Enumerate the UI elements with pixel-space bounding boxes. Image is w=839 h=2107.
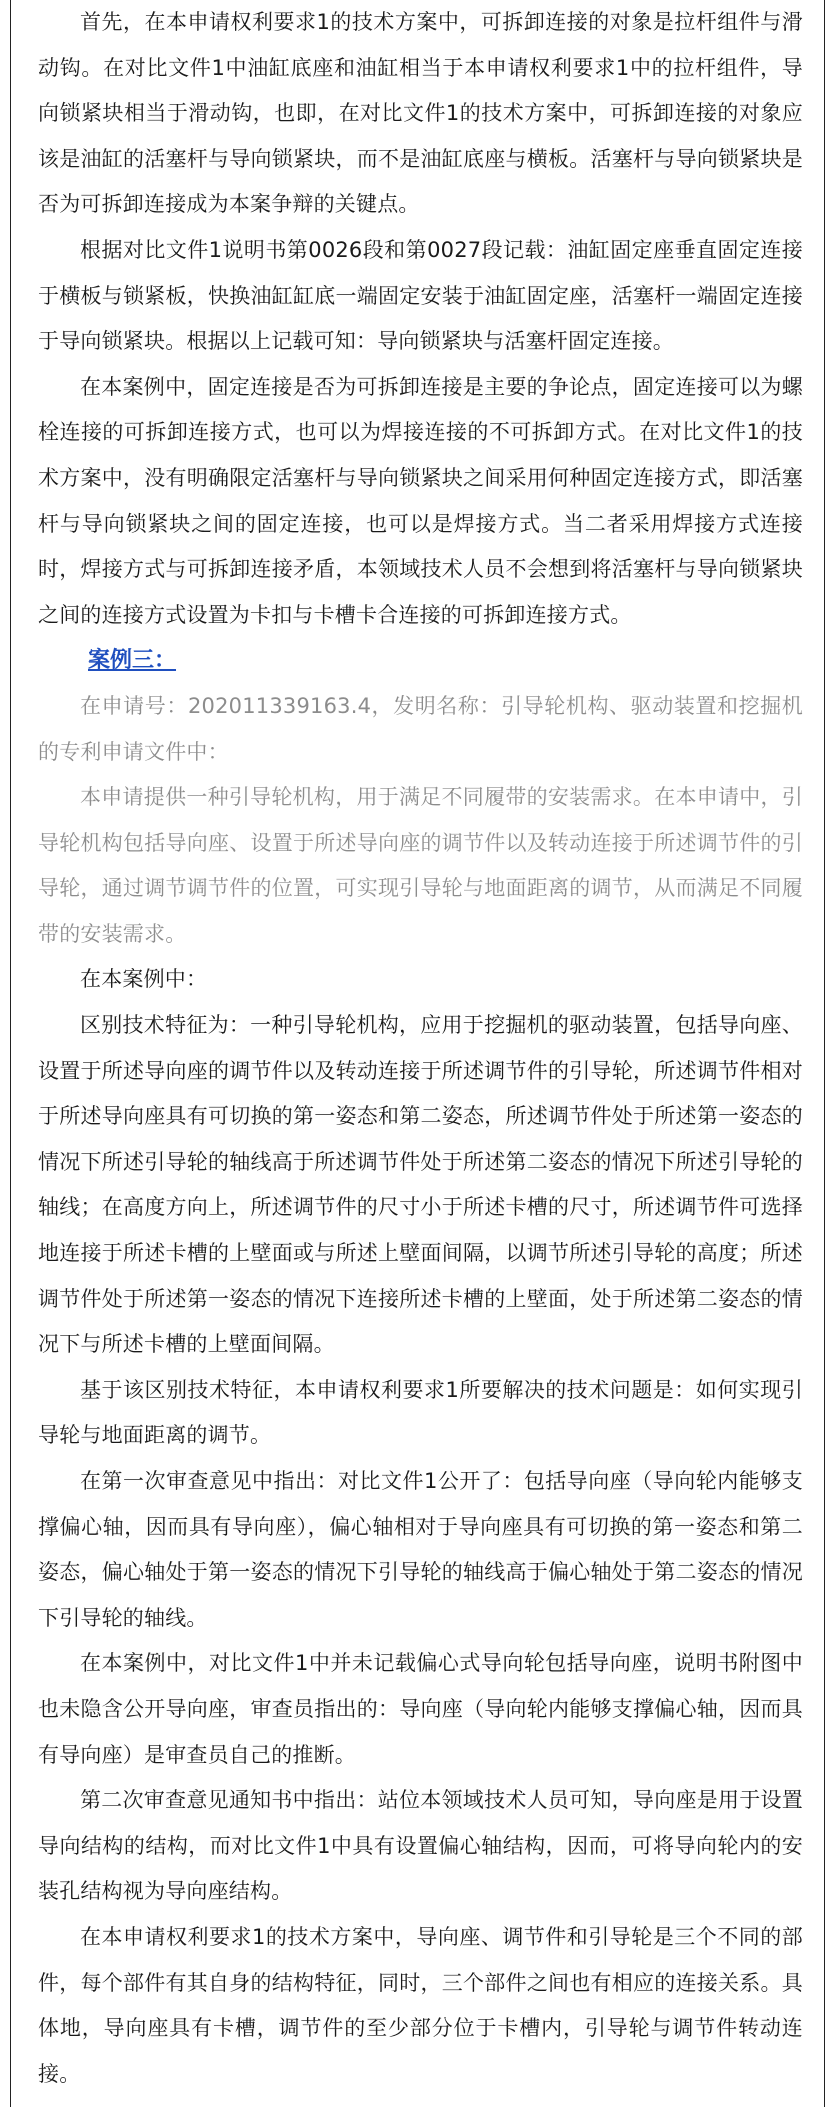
paragraph-spec-record: 根据对比文件1说明书第0026段和第0027段记载：油缸固定座垂直固定连接于横板与锁紧板，快换油缸缸底一端固定安装于油缸固定座，活塞杆一端固定连接于导向锁紧块。根据以上记载可知：导向锁紧块与活塞杆固定连接。 — [38, 237, 803, 354]
case-summary: 本申请提供一种引导轮机构，用于满足不同履带的安装需求。在本申请中，引导轮机构包括导向座、设置于所述导向座的调节件以及转动连接于所述调节件的引导轮，通过调节调节件的位置，可实现引导轮与地面距离的调节，从而满足不同履带的安装需求。 — [38, 785, 803, 946]
paragraph-fixed-connection-dispute: 在本案例中，固定连接是否为可拆卸连接是主要的争论点，固定连接可以为螺栓连接的可拆卸连接方式，也可以为焊接连接的不可拆卸方式。在对比文件1的技术方案中，没有明确限定活塞杆与导向锁紧块之间采用何种固定连接方式，即活塞杆与导向锁紧块之间的固定连接，也可以是焊接方式。当二者采用焊接方式连接时，焊接方式与可拆卸连接矛盾，本领域技术人员不会想到将活塞杆与导向锁紧块之间的连接方式设置为卡扣与卡槽卡合连接的可拆卸连接方式。 — [38, 374, 803, 627]
case-three-heading: 案例三： — [88, 648, 177, 674]
case-application-info: 在申请号：202011339163.4，发明名称：引导轮机构、驱动装置和挖掘机的专利申请文件中： — [38, 693, 803, 764]
paragraph-second-office-action: 第二次审查意见通知书中指出：站位本领域技术人员可知，导向座是用于设置导向结构的结构，而对比文件1中具有设置偏心轴结构，因而，可将导向轮内的安装孔结构视为导向座结构。 — [38, 1788, 803, 1904]
paragraph-detachable-objects: 首先，在本申请权利要求1的技术方案中，可拆卸连接的对象是拉杆组件与滑动钩。在对比文件1中油缸底座和油缸相当于本申请权利要求1中的拉杆组件，导向锁紧块相当于滑动钩，也即，在对比文件1的技术方案中，可拆卸连接的对象应该是油缸的活塞杆与导向锁紧块，而不是油缸底座与横板。活塞杆与导向锁紧块是否为可拆卸连接成为本案争辩的关键点。 — [38, 10, 803, 217]
paragraph-distinguishing-features: 区别技术特征为：一种引导轮机构，应用于挖掘机的驱动装置，包括导向座、设置于所述导向座的调节件以及转动连接于所述调节件的引导轮，所述调节件相对于所述导向座具有可切换的第一姿态和第二姿态，所述调节件处于所述第一姿态的情况下所述引导轮的轴线高于所述调节件处于所述第二姿态的情况下所述引导轮的轴线；在高度方向上，所述调节件的尺寸小于所述卡槽的尺寸，所述调节件可选择地连接于所述卡槽的上壁面或与所述上壁面间隔，以调节所述引导轮的高度；所述调节件处于所述第一姿态的情况下连接所述卡槽的上壁面，处于所述第二姿态的情况下与所述卡槽的上壁面间隔。 — [38, 1013, 803, 1357]
paragraph-claim-structure: 在本申请权利要求1的技术方案中，导向座、调节件和引导轮是三个不同的部件，每个部件有其自身的结构特征，同时，三个部件之间也有相应的连接关系。具体地，导向座具有卡槽，调节件的至少部分位于卡槽内，引导轮与调节件转动连接。 — [38, 1924, 803, 2086]
paragraph-technical-problem: 基于该区别技术特征，本申请权利要求1所要解决的技术问题是：如何实现引导轮与地面距离的调节。 — [38, 1377, 803, 1448]
article-body — [38, 0, 803, 2097]
paragraph-in-this-case: 在本案例中： — [80, 967, 208, 992]
paragraph-first-office-action: 在第一次审查意见中指出：对比文件1公开了：包括导向座（导向轮内能够支撑偏心轴，因而具有导向座），偏心轴相对于导向座具有可切换的第一姿态和第二姿态，偏心轴处于第一姿态的情况下引导轮的轴线高于偏心轴处于第二姿态的情况下引导轮的轴线。 — [38, 1469, 803, 1630]
paragraph-examiner-inference: 在本案例中，对比文件1中并未记载偏心式导向轮包括导向座，说明书附图中也未隐含公开导向座，审查员指出的：导向座（导向轮内能够支撑偏心轴，因而具有导向座）是审查员自己的推断。 — [38, 1651, 803, 1767]
